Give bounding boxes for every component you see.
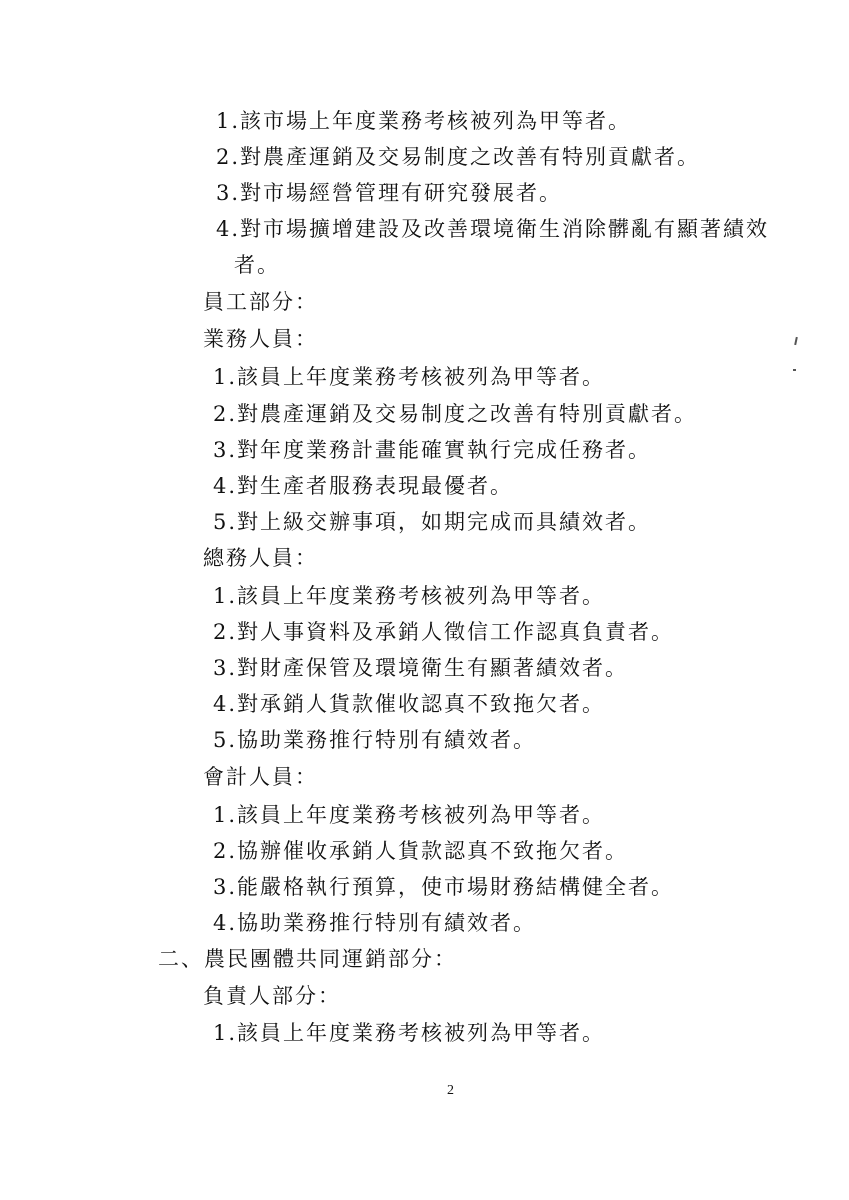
general-affairs-item-2: 2.對人事資料及承銷人徵信工作認真負責者。: [213, 620, 675, 644]
section-heading-farmers-groups: 二、農民團體共同運銷部分：: [158, 947, 457, 971]
market-item-1: 1.該市場上年度業務考核被列為甲等者。: [216, 109, 632, 133]
scan-speck: [793, 369, 796, 371]
business-item-3: 3.對年度業務計畫能確實執行完成任務者。: [213, 438, 652, 462]
general-affairs-item-3: 3.對財產保管及環境衛生有顯著績效者。: [213, 656, 629, 680]
market-item-2: 2.對農產運銷及交易制度之改善有特別貢獻者。: [216, 145, 701, 169]
business-item-1: 1.該員上年度業務考核被列為甲等者。: [213, 365, 606, 389]
business-item-4: 4.對生產者服務表現最優者。: [213, 474, 514, 498]
market-item-4-continued: 者。: [234, 253, 280, 277]
market-item-4: 4.對市場擴增建設及改善環境衛生消除髒亂有顯著績效: [216, 217, 770, 241]
accounting-item-2: 2.協辦催收承銷人貨款認真不致拖欠者。: [213, 839, 629, 863]
subheading-general-affairs-staff: 總務人員：: [203, 546, 318, 570]
general-affairs-item-1: 1.該員上年度業務考核被列為甲等者。: [213, 584, 606, 608]
business-item-5: 5.對上級交辦事項，如期完成而具績效者。: [213, 510, 652, 534]
market-item-3: 3.對市場經營管理有研究發展者。: [216, 181, 563, 205]
responsible-person-item-1: 1.該員上年度業務考核被列為甲等者。: [213, 1021, 606, 1045]
subheading-business-staff: 業務人員：: [203, 327, 318, 351]
business-item-2: 2.對農產運銷及交易制度之改善有特別貢獻者。: [213, 402, 698, 426]
general-affairs-item-4: 4.對承銷人貨款催收認真不致拖欠者。: [213, 692, 606, 716]
general-affairs-item-5: 5.協助業務推行特別有績效者。: [213, 728, 537, 752]
accounting-item-1: 1.該員上年度業務考核被列為甲等者。: [213, 803, 606, 827]
subheading-accounting-staff: 會計人員：: [203, 765, 318, 789]
accounting-item-4: 4.協助業務推行特別有績效者。: [213, 911, 537, 935]
scan-speck: [794, 337, 798, 345]
section-heading-staff: 員工部分：: [203, 290, 318, 314]
subheading-responsible-person: 負責人部分：: [203, 984, 341, 1008]
accounting-item-3: 3.能嚴格執行預算，使市場財務結構健全者。: [213, 875, 675, 899]
page-number: 2: [447, 1083, 454, 1098]
